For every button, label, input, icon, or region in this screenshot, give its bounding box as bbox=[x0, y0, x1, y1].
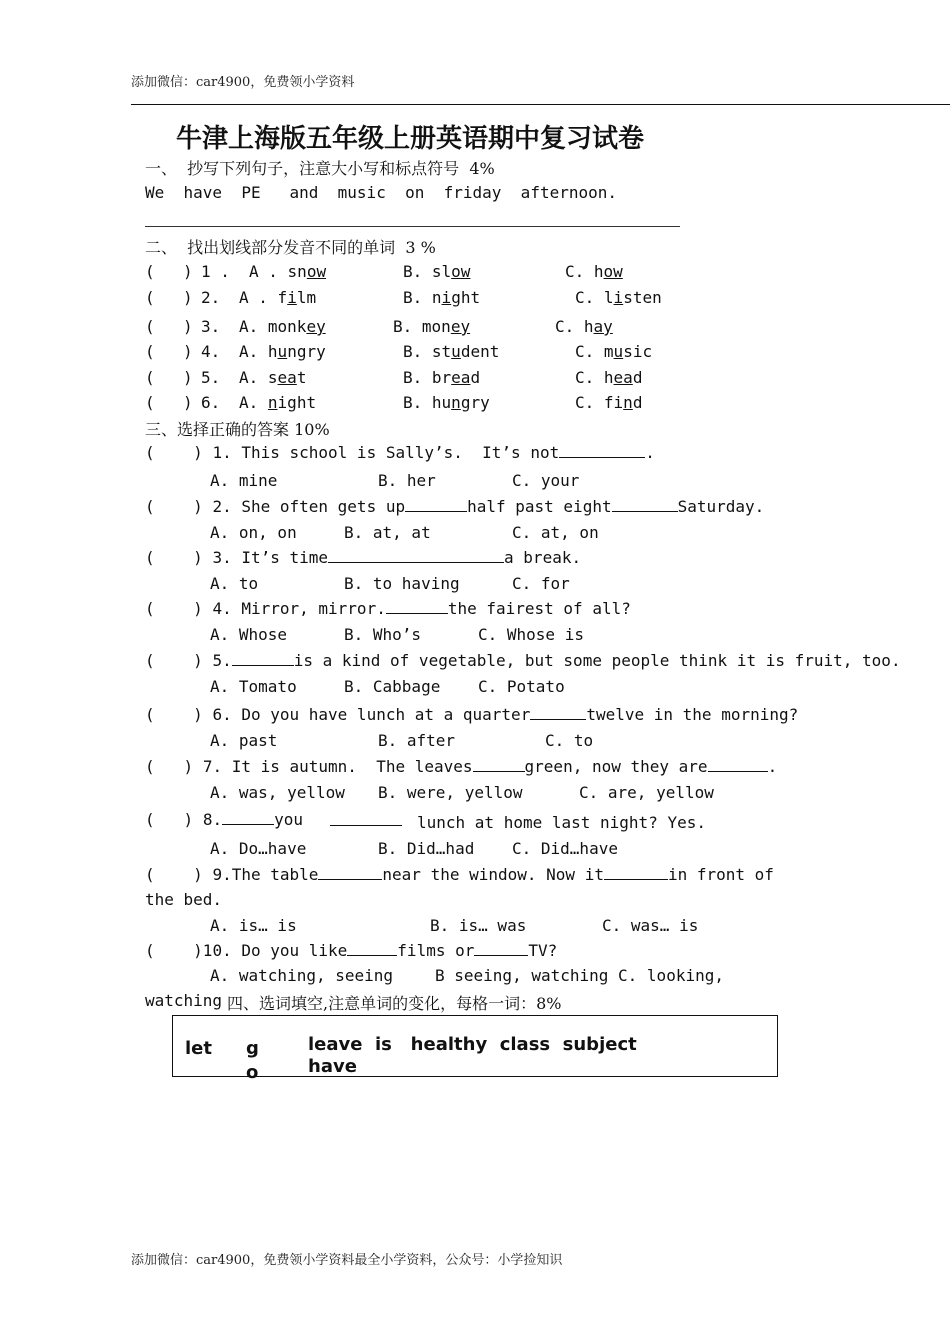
q10-option-wrap: watching bbox=[145, 991, 223, 1010]
question-10: ( )10. Do you like films or TV? bbox=[145, 941, 558, 960]
header-rule bbox=[131, 104, 950, 105]
page-title: 牛津上海版五年级上册英语期中复习试卷 bbox=[176, 124, 645, 154]
q6-option-a[interactable]: A. past bbox=[210, 731, 278, 750]
blank[interactable] bbox=[347, 941, 397, 956]
question-3: ( ) 3. It’s time a break. bbox=[145, 548, 582, 567]
q8-option-b[interactable]: B. Did…had bbox=[378, 839, 475, 858]
answer-paren[interactable]: ( bbox=[145, 368, 155, 387]
section4-heading: 四、选词填空,注意单词的变化，每格一词：8% bbox=[227, 994, 562, 1013]
option-c[interactable]: C. head bbox=[575, 368, 643, 387]
q7-option-b[interactable]: B. were, yellow bbox=[378, 783, 523, 802]
q9-option-b[interactable]: B. is… was bbox=[430, 916, 527, 935]
blank[interactable] bbox=[222, 810, 274, 825]
blank[interactable] bbox=[604, 865, 668, 880]
q7-option-c[interactable]: C. are, yellow bbox=[579, 783, 714, 802]
option-a[interactable]: A. seat bbox=[239, 368, 307, 387]
blank[interactable] bbox=[386, 599, 448, 614]
blank[interactable] bbox=[708, 757, 768, 772]
answer-paren-close: ) bbox=[183, 342, 193, 361]
option-a[interactable]: A. hungry bbox=[239, 342, 326, 361]
option-c[interactable]: C. how bbox=[565, 262, 623, 281]
question-5: ( ) 5. is a kind of vegetable, but some people think it is fruit, too. bbox=[145, 651, 901, 670]
question-number: 4. bbox=[201, 342, 221, 361]
option-b[interactable]: B. bread bbox=[403, 368, 481, 387]
question-8: ( ) 8. you bbox=[145, 810, 303, 829]
blank[interactable] bbox=[232, 651, 294, 666]
q2-option-c[interactable]: C. at, on bbox=[512, 523, 599, 542]
answer-paren-close: ) bbox=[183, 317, 193, 336]
q1-option-a[interactable]: A. mine bbox=[210, 471, 278, 490]
copy-sentence: We have PE and music on friday afternoon. bbox=[145, 183, 618, 202]
question-4: ( ) 4. Mirror, mirror. the fairest of all? bbox=[145, 599, 631, 618]
question-7: ( ) 7. It is autumn. The leaves green, now they are . bbox=[145, 757, 778, 776]
answer-paren[interactable]: ( bbox=[145, 342, 155, 361]
option-c[interactable]: C. find bbox=[575, 393, 643, 412]
q2-option-b[interactable]: B. at, at bbox=[344, 523, 431, 542]
section2-heading: 二、 找出划线部分发音不同的单词 3 % bbox=[145, 238, 436, 257]
section1-heading: 一、 抄写下列句子，注意大小写和标点符号 4% bbox=[145, 159, 495, 178]
question-8-tail: lunch at home last night? Yes. bbox=[417, 813, 706, 832]
q9-option-a[interactable]: A. is… is bbox=[210, 916, 297, 935]
blank[interactable] bbox=[530, 705, 586, 720]
q7-option-a[interactable]: A. was, yellow bbox=[210, 783, 345, 802]
blank[interactable] bbox=[328, 548, 504, 563]
q10-option-a[interactable]: A. watching, seeing bbox=[210, 966, 394, 985]
option-b[interactable]: B. slow bbox=[403, 262, 471, 281]
copy-answer-line[interactable] bbox=[145, 226, 680, 227]
question-2: ( ) 2. She often gets up half past eight Saturday. bbox=[145, 497, 765, 516]
option-b[interactable]: B. night bbox=[403, 288, 481, 307]
answer-paren-close: ) bbox=[183, 262, 193, 281]
question-6: ( ) 6. Do you have lunch at a quarter twelve in the morning? bbox=[145, 705, 799, 724]
blank[interactable] bbox=[330, 825, 402, 826]
question-number: 1 . bbox=[201, 262, 230, 281]
answer-paren-close: ) bbox=[183, 368, 193, 387]
word-have: have bbox=[308, 1056, 357, 1077]
section3-heading: 三、选择正确的答案 10% bbox=[145, 420, 330, 439]
q4-option-b[interactable]: B. Who’s bbox=[344, 625, 422, 644]
q1-option-b[interactable]: B. her bbox=[378, 471, 436, 490]
word-go-2: o bbox=[246, 1062, 259, 1083]
q6-option-b[interactable]: B. after bbox=[378, 731, 456, 750]
q8-option-a[interactable]: A. Do…have bbox=[210, 839, 307, 858]
answer-paren[interactable]: ( bbox=[145, 262, 155, 281]
option-b[interactable]: B. money bbox=[393, 317, 471, 336]
word-let: let bbox=[185, 1038, 212, 1059]
question-number: 5. bbox=[201, 368, 221, 387]
q5-option-b[interactable]: B. Cabbage bbox=[344, 677, 441, 696]
answer-paren[interactable]: ( bbox=[145, 288, 155, 307]
option-a[interactable]: A. night bbox=[239, 393, 317, 412]
option-c[interactable]: C. listen bbox=[575, 288, 662, 307]
question-9-wrap: the bed. bbox=[145, 890, 223, 909]
blank[interactable] bbox=[473, 757, 525, 772]
blank[interactable] bbox=[474, 941, 528, 956]
q4-option-a[interactable]: A. Whose bbox=[210, 625, 288, 644]
option-c[interactable]: C. hay bbox=[555, 317, 613, 336]
q2-option-a[interactable]: A. on, on bbox=[210, 523, 297, 542]
answer-paren-close: ) bbox=[183, 393, 193, 412]
q9-option-c[interactable]: C. was… is bbox=[602, 916, 699, 935]
word-go-1: g bbox=[246, 1038, 259, 1059]
word-list: leave is healthy class subject bbox=[308, 1034, 637, 1055]
answer-paren[interactable]: ( bbox=[145, 393, 155, 412]
footer-note: 添加微信：car4900，免费领小学资料最全小学资料，公众号：小学捡知识 bbox=[131, 1253, 563, 1268]
option-b[interactable]: B. hungry bbox=[403, 393, 490, 412]
q3-option-c[interactable]: C. for bbox=[512, 574, 570, 593]
question-number: 3. bbox=[201, 317, 221, 336]
question-1: ( ) 1. This school is Sally’s. It’s not . bbox=[145, 443, 655, 462]
blank[interactable] bbox=[405, 497, 467, 512]
question-9: ( ) 9.The table near the window. Now it in front of bbox=[145, 865, 774, 884]
q5-option-a[interactable]: A. Tomato bbox=[210, 677, 297, 696]
question-number: 2. bbox=[201, 288, 221, 307]
q6-option-c[interactable]: C. to bbox=[545, 731, 594, 750]
blank[interactable] bbox=[559, 443, 645, 458]
answer-paren-close: ) bbox=[183, 288, 193, 307]
q8-option-c[interactable]: C. Did…have bbox=[512, 839, 618, 858]
q3-option-a[interactable]: A. to bbox=[210, 574, 259, 593]
word-bank bbox=[172, 1015, 778, 1083]
option-a[interactable]: A . film bbox=[239, 288, 317, 307]
option-b[interactable]: B. student bbox=[403, 342, 500, 361]
q3-option-b[interactable]: B. to having bbox=[344, 574, 460, 593]
q1-option-c[interactable]: C. your bbox=[512, 471, 580, 490]
answer-paren[interactable]: ( bbox=[145, 317, 155, 336]
header-note: 添加微信：car4900，免费领小学资料 bbox=[131, 75, 355, 90]
question-number: 6. bbox=[201, 393, 221, 412]
blank[interactable] bbox=[318, 865, 382, 880]
option-a[interactable]: A . snow bbox=[249, 262, 327, 281]
q10-option-bc[interactable]: B seeing, watching C. looking, bbox=[435, 966, 724, 985]
q5-option-c[interactable]: C. Potato bbox=[478, 677, 565, 696]
option-a[interactable]: A. monkey bbox=[239, 317, 326, 336]
q4-option-c[interactable]: C. Whose is bbox=[478, 625, 584, 644]
option-c[interactable]: C. music bbox=[575, 342, 653, 361]
blank[interactable] bbox=[612, 497, 678, 512]
